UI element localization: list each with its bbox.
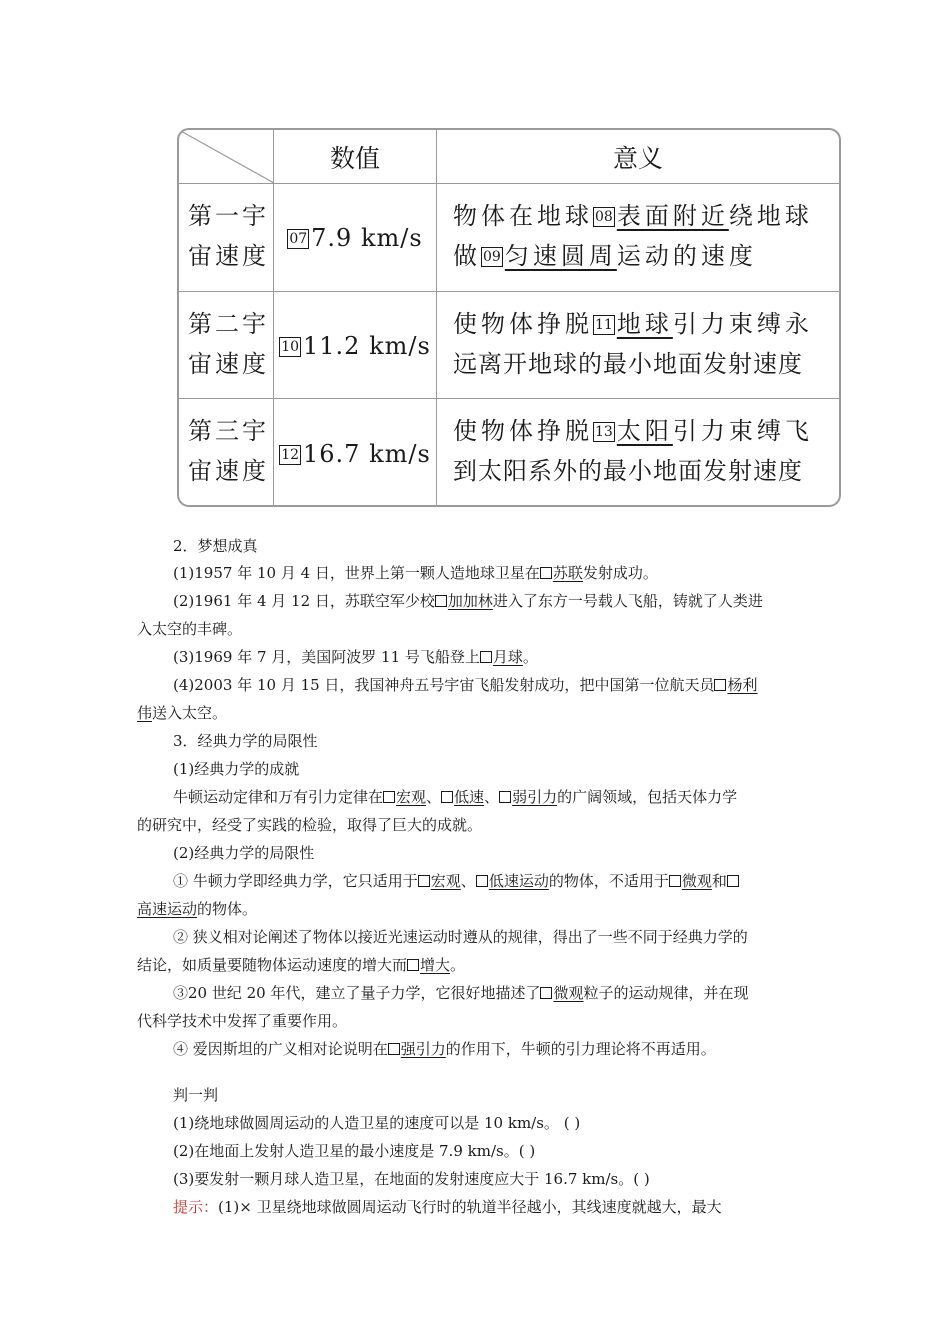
paragraph: (2)1961 年 4 月 12 日，苏联空军少校 加加林进入了东方一号载人飞船，铸就了人类进 [173,592,763,610]
list-item-continuation: 结论，如质量要随物体运动速度的增大而 增大。 [137,956,466,974]
header-value: 数值 [274,130,437,183]
table-row [179,183,839,292]
blank-number: 07 [289,231,308,247]
hint [173,1197,722,1217]
list-item-continuation: 高速运动的物体。 [137,900,258,918]
list-item-continuation: 代科学技术中发挥了重要作用。 [137,1012,348,1030]
header-meaning: 意义 [612,143,663,173]
blank-number: 12 [281,446,300,463]
subheading: (2)经典力学的局限性 [173,844,315,862]
row-meaning: 物体在地球 08 表面附近绕地球 做 09 匀速圆周运动的速度 [453,202,813,270]
row-name: 第一宇 宙速度 [179,184,274,292]
hint-text: (1)× 卫星绕地球做圆周运动飞行时的轨道半径越小，其线速度就越大，最大 [218,1198,722,1216]
table-header-row [179,130,839,183]
hint-label: 提示： [173,1198,219,1216]
question: (3)要发射一颗月球人造卫星，在地面的发射速度应大于 16.7 km/s。( ) [173,1170,650,1188]
section-heading: 判一判 [173,1086,219,1104]
row-value: 07 7.9 km/s [274,184,437,292]
blank-box-icon [540,567,552,579]
list-item: ① 牛顿力学即经典力学，它只适用于 宏观、 低速运动的物体，不适用于 微观和 [173,871,740,891]
question: (1)绕地球做圆周运动的人造卫星的速度可以是 10 km/s。 ( ) [173,1114,581,1132]
velocity-table [177,128,841,507]
blank-number: 09 [483,249,501,265]
paragraph-continuation: 的研究中，经受了实践的检验，取得了巨大的成就。 [137,816,483,834]
list-item: ② 狭义相对论阐述了物体以接近光速运动时遵从的规律，得出了一些不同于经典力学的 [173,928,748,946]
blank-number: 13 [595,424,613,440]
list-item: ④ 爱因斯坦的广义相对论说明在 强引力的作用下，牛顿的引力理论将不再适用。 [173,1040,716,1058]
row-value: 10 11.2 km/s [274,292,437,399]
list-item: ③20 世纪 20 年代，建立了量子力学，它很好地描述了 微观粒子的运动规律，并在现 [173,984,749,1002]
paragraph: (3)1969 年 7 月，美国阿波罗 11 号飞船登上 月球。 [173,648,538,666]
diagonal-divider [179,130,274,183]
blank-number: 08 [595,209,613,225]
section-heading: 3．经典力学的局限性 [173,732,318,750]
row-meaning: 使物体挣脱 13 太阳引力束缚飞 到太阳系外的最小地面发射速度 [453,417,813,485]
table-row [179,398,839,507]
paragraph: (4)2003 年 10 月 15 日，我国神舟五号宇宙飞船发射成功，把中国第一位航天员 杨利 [173,676,758,694]
blank-number: 11 [595,317,613,333]
row-name: 第二宇 宙速度 [179,292,274,399]
section-heading: 2．梦想成真 [173,537,258,555]
table-row [179,291,839,399]
paragraph-continuation: 入太空的丰碑。 [137,620,243,638]
row-name: 第三宇 宙速度 [179,399,274,507]
row-meaning: 使物体挣脱 11 地球引力束缚永 远离开地球的最小地面发射速度 [453,310,813,378]
blank-box-icon [435,595,447,607]
subheading: (1)经典力学的成就 [173,760,300,778]
blank-number: 10 [281,338,300,355]
paragraph: (1)1957 年 10 月 4 日，世界上第一颗人造地球卫星在 苏联发射成功。 [173,564,658,582]
blank-box-icon [480,651,492,663]
blank-box-icon [714,679,726,691]
paragraph-continuation: 伟送入太空。 [137,704,228,722]
paragraph: 牛顿运动定律和万有引力定律在 宏观、 低速、 弱引力的广阔领域，包括天体力学 [173,788,738,806]
header-corner-cell [179,130,274,183]
question: (2)在地面上发射人造卫星的最小速度是 7.9 km/s。( ) [173,1142,536,1160]
row-value: 12 16.7 km/s [274,399,437,507]
